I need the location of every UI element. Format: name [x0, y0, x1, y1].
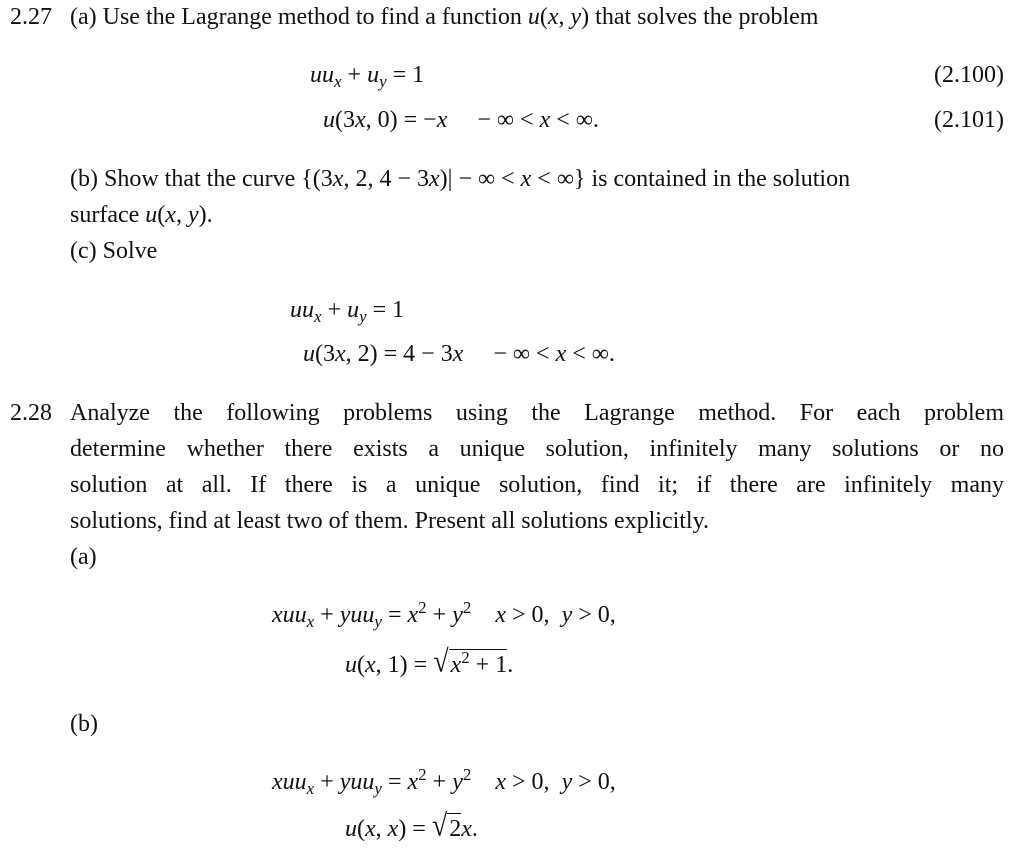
problem-227-number: 2.27	[10, 4, 52, 30]
equation-c2: u(3x, 2) = 4 − 3x − ∞ < x < ∞.	[303, 341, 615, 367]
problem-227-part-a-text: (a) Use the Lagrange method to find a function u(x, y) that solves the problem	[70, 4, 819, 30]
problem-227-part-b-line2: surface u(x, y).	[70, 202, 213, 228]
problem-228-intro-line1: Analyze the following problems using the Lagrange method. For each problem	[70, 400, 1004, 426]
problem-228-intro-line3: solution at all. If there is a unique solution, find it; if there are infinitely many	[70, 472, 1004, 498]
problem-228-intro-line2: determine whether there exists a unique solution, infinitely many solutions or no	[70, 436, 1004, 462]
equation-2-100: $uu_x + u_y = 1$	[310, 62, 425, 91]
equation-2-101: u(3x, 0) = −x − ∞ < x < ∞.	[323, 107, 599, 133]
equation-a2: u(x, $1) = √x^2 + 1$.	[345, 644, 514, 680]
problem-228-intro-line4: solutions, find at least two of them. Present all solutions explicitly.	[70, 508, 710, 534]
equation-2-101-label: (2.101)	[934, 107, 1004, 133]
sqrt-symbol: √2	[431, 808, 462, 844]
equation-b2: u(x, x) = √2x.	[345, 808, 478, 844]
equation-c1: $uu_x + u_y = 1$	[290, 297, 405, 326]
equation-2-100-label: (2.100)	[934, 62, 1004, 88]
equation-a1: $xuu_x + yuu_y = x^2 + y^2$ x > 0, y > 0,	[272, 598, 616, 631]
problem-228-part-a-label: (a)	[70, 544, 97, 570]
equation-b1: $xuu_x + yuu_y = x^2 + y^2$ x > 0, y > 0,	[272, 765, 616, 798]
problem-228-part-b-label: (b)	[70, 711, 98, 737]
problem-227-part-c-text: (c) Solve	[70, 238, 158, 264]
sqrt-symbol: $√x^2 + 1$	[433, 644, 508, 680]
problem-228-number: 2.28	[10, 400, 52, 426]
problem-227-part-b-line1: (b) Show that the curve {(3x, 2, 4 − 3x)| − ∞ < x < ∞} is contained in the solution	[70, 166, 851, 192]
